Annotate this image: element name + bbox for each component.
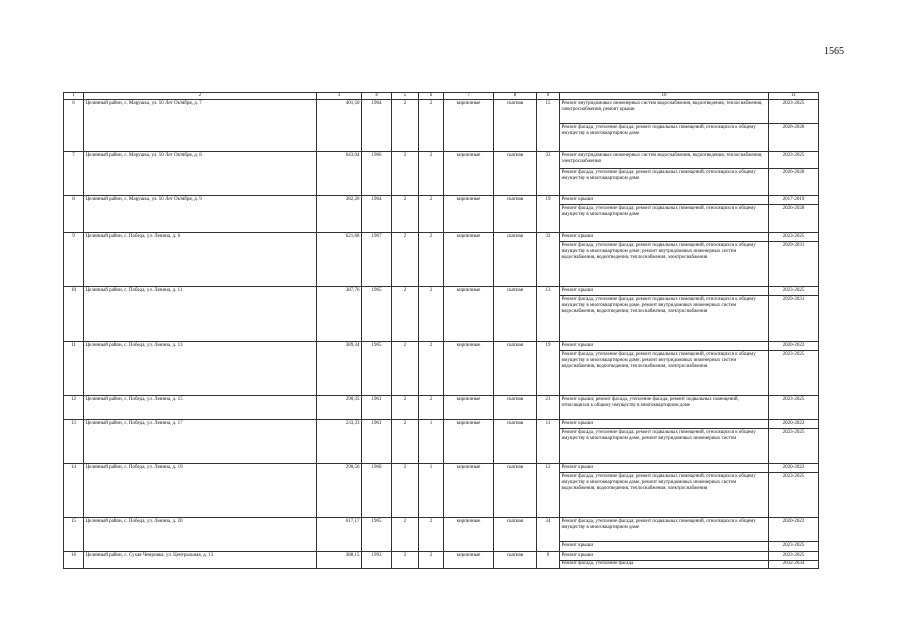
- year-cell: 1961: [362, 396, 392, 420]
- column-number: 4: [362, 93, 392, 100]
- residents-cell: 13: [537, 287, 560, 342]
- residents-cell: 11: [537, 420, 560, 464]
- walls-cell: кирпичные: [444, 233, 494, 287]
- column-number: 2: [84, 93, 317, 100]
- walls-cell: кирпичные: [444, 196, 494, 233]
- column-number: 1: [64, 93, 84, 100]
- floors-cell: 2: [392, 552, 419, 569]
- column-number: 6: [419, 93, 444, 100]
- residents-cell: 9: [537, 552, 560, 569]
- walls-cell: кирпичные: [444, 420, 494, 464]
- row-number: 11: [64, 342, 84, 396]
- period-cell: 2023-2025: [769, 152, 819, 169]
- address-cell: Целинный район, с. Марушка, ул. 50 Лет Октября, д. 9: [84, 196, 317, 233]
- residents-cell: 21: [537, 396, 560, 420]
- period-cell: 2023-2025: [769, 473, 819, 518]
- works-cell: Ремонт фасада, утепление фасада: [560, 560, 769, 568]
- period-cell: 2026-2028: [769, 169, 819, 196]
- column-number: 8: [494, 93, 537, 100]
- residents-cell: 12: [537, 464, 560, 518]
- row-number: 10: [64, 287, 84, 342]
- year-cell: 1965: [362, 342, 392, 396]
- address-cell: Целинный район, с. Марушка, ул. 50 Лет Октября, д. 8: [84, 152, 317, 196]
- address-cell: Целинный район, с. Сухая Чемровка, ул. Центральная, д. 13: [84, 552, 317, 569]
- row-number: 16: [64, 552, 84, 569]
- period-cell: 2020-2022: [769, 464, 819, 473]
- roof-cell: скатная: [494, 552, 537, 569]
- address-cell: Целинный район, с. Марушка, ул. 50 Лет Октября, д. 7: [84, 100, 317, 152]
- period-cell: 2023-2025: [769, 100, 819, 124]
- works-cell: Ремонт фасада, утепление фасада; ремонт подвальных помещений, относящихся к общему имуществу в многоквартирном доме, ремонт внутридомовых инженерных систем водоснабжения, водоотведения, теплоснабжения, электроснабжения: [560, 296, 769, 342]
- floors-cell: 2: [392, 196, 419, 233]
- period-cell: 2029-2031: [769, 296, 819, 342]
- table-row: [64, 233, 819, 242]
- address-cell: Целинный район, с. Победа, ул. Ленина, д. 15: [84, 396, 317, 420]
- year-cell: 1965: [362, 518, 392, 552]
- area-cell: 401,50: [317, 100, 362, 152]
- address-cell: Целинный район, с. Победа, ул. Ленина, д. 19: [84, 464, 317, 518]
- residents-cell: 34: [537, 518, 560, 552]
- housing-repair-table: [63, 92, 819, 569]
- entrances-cell: 2: [419, 396, 444, 420]
- table-row: [64, 196, 819, 205]
- year-cell: 1964: [362, 100, 392, 152]
- year-cell: 1964: [362, 196, 392, 233]
- entrances-cell: 1: [419, 420, 444, 464]
- works-cell: Ремонт фасада, утепление фасада; ремонт подвальных помещений, относящихся к общему имуществу в многоквартирном доме: [560, 169, 769, 196]
- table-row: [64, 152, 819, 169]
- period-cell: 2029-2031: [769, 242, 819, 287]
- column-number: 10: [560, 93, 769, 100]
- works-cell: Ремонт фасада, утепление фасада; ремонт подвальных помещений, относящихся к общему имуществу в многоквартирном доме; ремонт внутридомовых инженерных систем водоснабжения, водоотведения, теплоснабжения, электроснабжения: [560, 351, 769, 396]
- floors-cell: 2: [392, 396, 419, 420]
- year-cell: 1966: [362, 152, 392, 196]
- walls-cell: кирпичные: [444, 464, 494, 518]
- year-cell: 1967: [362, 233, 392, 287]
- address-cell: Целинный район, с. Победа, ул. Ленина, д. 20: [84, 518, 317, 552]
- entrances-cell: 1: [419, 464, 444, 518]
- entrances-cell: 2: [419, 552, 444, 569]
- floors-cell: 2: [392, 420, 419, 464]
- column-number: 3: [317, 93, 362, 100]
- works-cell: Ремонт крыши: [560, 464, 769, 473]
- year-cell: 1960: [362, 464, 392, 518]
- walls-cell: кирпичные: [444, 396, 494, 420]
- address-cell: Целинный район, с. Победа, ул. Ленина, д. 11: [84, 287, 317, 342]
- entrances-cell: 2: [419, 233, 444, 287]
- residents-cell: 15: [537, 100, 560, 152]
- floors-cell: 2: [392, 464, 419, 518]
- table-row: [64, 420, 819, 429]
- roof-cell: скатная: [494, 518, 537, 552]
- works-cell: Ремонт фасада, утепление фасада; ремонт подвальных помещений, относящихся к общему имуществу в многоквартирном доме; ремонт внутридомовых инженерных систем водоснабжения, водоотведения, теплоснабжения, электроснабжения: [560, 242, 769, 287]
- works-cell: Ремонт фасада, утепление фасада; ремонт подвальных помещений, относящихся к общему имуществу в многоквартирном доме: [560, 124, 769, 152]
- roof-cell: скатная: [494, 233, 537, 287]
- address-cell: Целинный район, с. Победа, ул. Ленина, д. 6: [84, 233, 317, 287]
- entrances-cell: 2: [419, 196, 444, 233]
- floors-cell: 2: [392, 233, 419, 287]
- walls-cell: кирпичные: [444, 552, 494, 569]
- roof-cell: скатная: [494, 464, 537, 518]
- entrances-cell: 2: [419, 152, 444, 196]
- area-cell: 387,76: [317, 287, 362, 342]
- walls-cell: кирпичные: [444, 100, 494, 152]
- column-number: 7: [444, 93, 494, 100]
- works-cell: Ремонт фасада, утепление фасада; ремонт подвальных помещений, относящихся к общему имуществу в многоквартирном доме, ремонт внутридомовых инженерных систем: [560, 429, 769, 464]
- area-cell: 621,68: [317, 233, 362, 287]
- works-cell: Ремонт внутридомовых инженерных систем водоснабжения, водоотведения, теплоснабжения, электроснабжения, ремонт крыши: [560, 100, 769, 124]
- works-cell: Ремонт фасада, утепление фасада; ремонт подвальных помещений, относящихся к общему имуществу в многоквартирном доме: [560, 518, 769, 542]
- year-cell: 1965: [362, 287, 392, 342]
- row-number: 8: [64, 196, 84, 233]
- roof-cell: скатная: [494, 396, 537, 420]
- year-cell: 1993: [362, 552, 392, 569]
- row-number: 14: [64, 464, 84, 518]
- entrances-cell: 2: [419, 518, 444, 552]
- works-cell: Ремонт крыши: [560, 287, 769, 296]
- table-row: [64, 464, 819, 473]
- walls-cell: кирпичные: [444, 342, 494, 396]
- entrances-cell: 2: [419, 287, 444, 342]
- entrances-cell: 2: [419, 100, 444, 152]
- works-cell: Ремонт крыши: [560, 196, 769, 205]
- table-row: [64, 552, 819, 560]
- row-number: 6: [64, 100, 84, 152]
- area-cell: 390,35: [317, 396, 362, 420]
- floors-cell: 2: [392, 342, 419, 396]
- area-cell: 389,34: [317, 342, 362, 396]
- walls-cell: кирпичные: [444, 518, 494, 552]
- period-cell: 2026-2028: [769, 205, 819, 233]
- table-row: [64, 518, 819, 542]
- area-cell: 643,04: [317, 152, 362, 196]
- roof-cell: скатная: [494, 152, 537, 196]
- works-cell: Ремонт внутридомовых инженерных систем водоснабжения, водоотведения, теплоснабжения, электроснабжения: [560, 152, 769, 169]
- floors-cell: 2: [392, 152, 419, 196]
- period-cell: 2023-2025: [769, 429, 819, 464]
- period-cell: 2026-2028: [769, 124, 819, 152]
- residents-cell: 32: [537, 233, 560, 287]
- address-cell: Целинный район, с. Победа, ул. Ленина, д. 13: [84, 342, 317, 396]
- works-cell: Ремонт крыши; ремонт фасада, утепление фасада; ремонт подвальных помещений, относящихся к общему имуществу в многоквартирном доме: [560, 396, 769, 420]
- page-number: 1565: [824, 46, 844, 57]
- floors-cell: 2: [392, 287, 419, 342]
- year-cell: 1961: [362, 420, 392, 464]
- table-row: [64, 287, 819, 296]
- residents-cell: 19: [537, 342, 560, 396]
- period-cell: 2020-2022: [769, 342, 819, 351]
- column-number-row: [64, 93, 819, 100]
- column-number: 11: [769, 93, 819, 100]
- table-row: [64, 100, 819, 124]
- column-number: 9: [537, 93, 560, 100]
- roof-cell: скатная: [494, 196, 537, 233]
- row-number: 12: [64, 396, 84, 420]
- period-cell: 2023-2025: [769, 396, 819, 420]
- area-cell: 382,20: [317, 196, 362, 233]
- period-cell: 2023-2025: [769, 542, 819, 552]
- works-cell: Ремонт крыши: [560, 552, 769, 560]
- area-cell: 388,15: [317, 552, 362, 569]
- residents-cell: 33: [537, 152, 560, 196]
- period-cell: 2023-2025: [769, 233, 819, 242]
- period-cell: 2020-2022: [769, 420, 819, 429]
- area-cell: 290,56: [317, 464, 362, 518]
- column-number: 5: [392, 93, 419, 100]
- roof-cell: скатная: [494, 100, 537, 152]
- works-cell: Ремонт фасада, утепление фасада; ремонт подвальных помещений, относящихся к общему имуществу в многоквартирном доме, ремонт внутридомовых инженерных систем водоснабжения, водоотведения, теплоснабжения, электроснабжения: [560, 473, 769, 518]
- works-cell: Ремонт крыши: [560, 542, 769, 552]
- period-cell: 2032-2034: [769, 560, 819, 568]
- area-cell: 233,33: [317, 420, 362, 464]
- entrances-cell: 2: [419, 342, 444, 396]
- walls-cell: кирпичные: [444, 287, 494, 342]
- period-cell: 2023-2025: [769, 351, 819, 396]
- row-number: 15: [64, 518, 84, 552]
- floors-cell: 2: [392, 100, 419, 152]
- floors-cell: 2: [392, 518, 419, 552]
- roof-cell: скатная: [494, 287, 537, 342]
- works-cell: Ремонт фасада, утепление фасада; ремонт подвальных помещений, относящихся к общему имуществу в многоквартирном доме: [560, 205, 769, 233]
- roof-cell: скатная: [494, 342, 537, 396]
- period-cell: 2020-2022: [769, 518, 819, 542]
- period-cell: 2023-2025: [769, 287, 819, 296]
- row-number: 7: [64, 152, 84, 196]
- table-row: [64, 396, 819, 420]
- works-cell: Ремонт крыши: [560, 420, 769, 429]
- works-cell: Ремонт крыши: [560, 233, 769, 242]
- table-row: [64, 342, 819, 351]
- row-number: 13: [64, 420, 84, 464]
- walls-cell: кирпичные: [444, 152, 494, 196]
- roof-cell: скатная: [494, 420, 537, 464]
- residents-cell: 19: [537, 196, 560, 233]
- period-cell: 2023-2025: [769, 552, 819, 560]
- period-cell: 2017-2019: [769, 196, 819, 205]
- area-cell: 617,17: [317, 518, 362, 552]
- row-number: 9: [64, 233, 84, 287]
- address-cell: Целинный район, с. Победа, ул. Ленина, д. 17: [84, 420, 317, 464]
- works-cell: Ремонт крыши: [560, 342, 769, 351]
